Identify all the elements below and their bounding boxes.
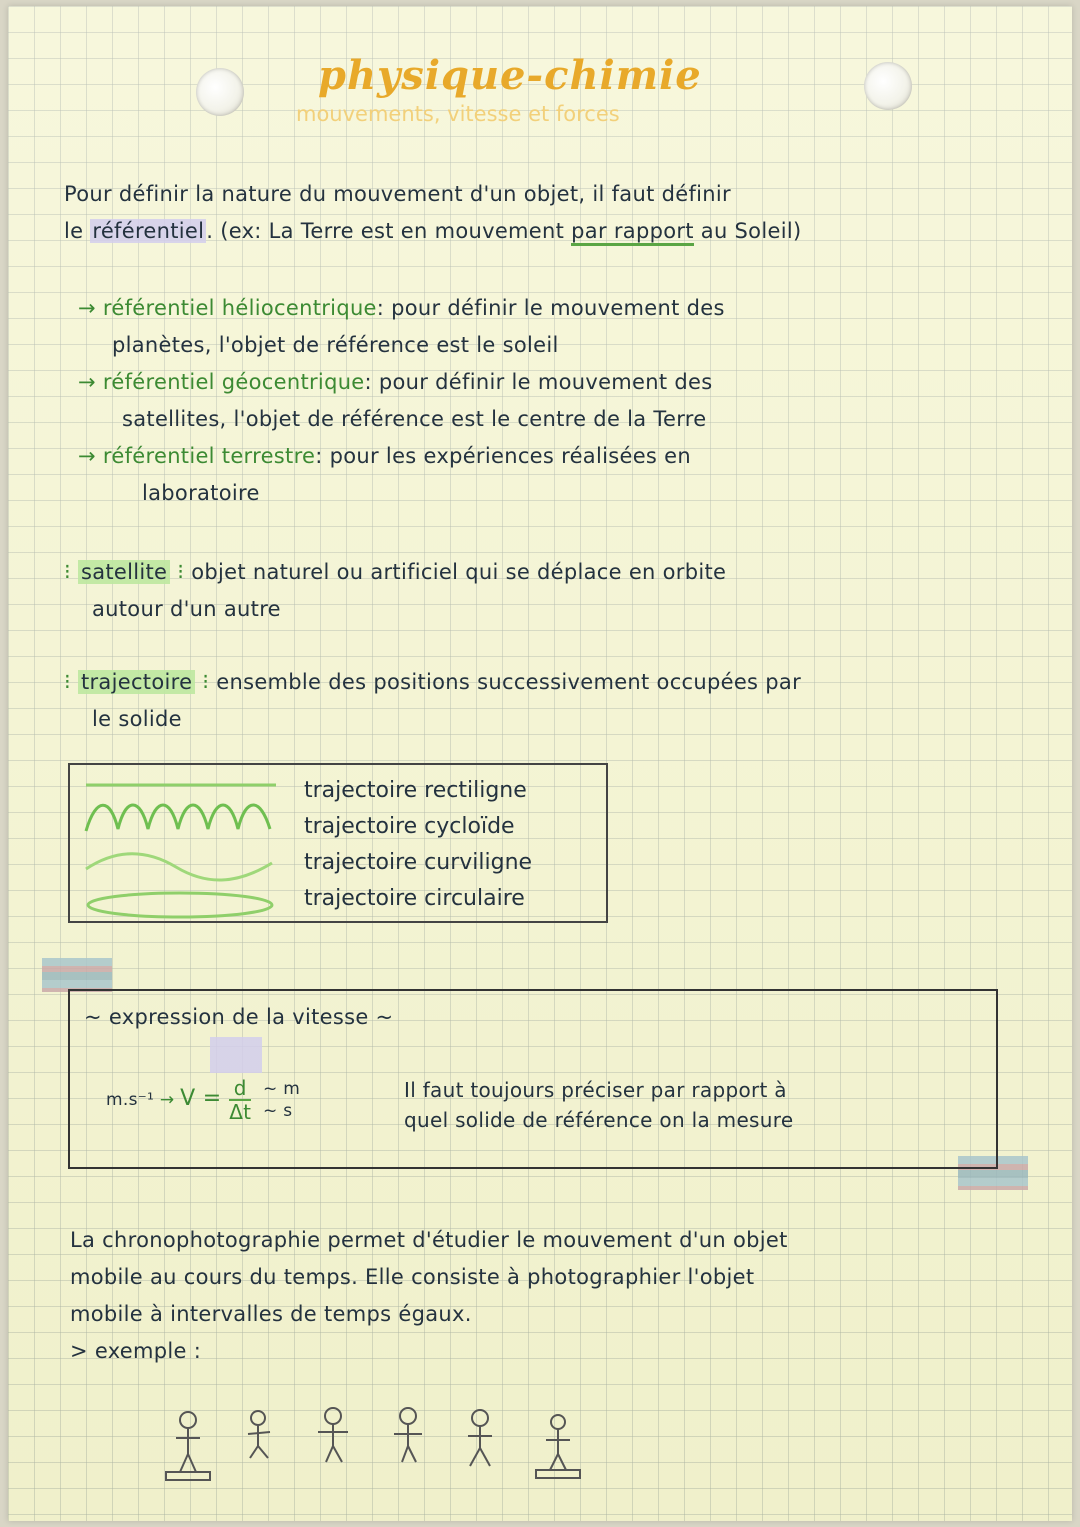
unit-s: ~ s <box>263 1101 293 1121</box>
trajectory-box <box>68 763 608 923</box>
term-satellite: satellite <box>78 560 170 584</box>
punch-hole-left <box>196 68 244 116</box>
page-title: physique-chimie <box>318 52 702 99</box>
stick-figure <box>318 1408 348 1462</box>
chrono-line: mobile au cours du temps. Elle consiste à photographier l'objet <box>70 1265 755 1289</box>
intro-line-1: Pour définir la nature du mouvement d'un objet, il faut définir <box>64 182 731 206</box>
definition-trajectoire <box>64 664 1064 738</box>
washi-tape-left <box>42 958 112 992</box>
definition-satellite <box>64 554 1064 628</box>
stick-figure <box>166 1412 210 1480</box>
referentiel-list <box>78 290 1058 512</box>
trajectory-label: trajectoire rectiligne <box>304 778 527 803</box>
chrono-line: La chronophotographie permet d'étudier le mouvement d'un objet <box>70 1228 788 1252</box>
notebook-page <box>8 6 1072 1521</box>
referentiel-item <box>78 290 1058 364</box>
referentiel-term: référentiel héliocentrique <box>102 296 377 320</box>
intro-text: le <box>64 219 91 243</box>
stick-figure <box>394 1408 422 1462</box>
definition-text-cont: le solide <box>92 707 182 731</box>
chrono-paragraph <box>70 1222 1060 1370</box>
term-referentiel: référentiel <box>92 219 205 243</box>
trajectory-label: trajectoire curviligne <box>304 850 533 875</box>
trajectory-labels <box>304 773 532 917</box>
intro-line-2 <box>64 213 1064 250</box>
intro-paragraph <box>64 176 1064 250</box>
chrono-line: mobile à intervalles de temps égaux. <box>70 1302 472 1326</box>
referentiel-term: référentiel géocentrique <box>102 370 365 394</box>
formula-units <box>263 1078 300 1122</box>
formula-fraction <box>229 1077 251 1123</box>
definition-text: ensemble des positions successivement occupées par <box>216 670 802 694</box>
stick-figure <box>248 1411 270 1458</box>
chronophotography-figures <box>158 1406 638 1496</box>
bullet-icon: ⁝ <box>64 560 78 584</box>
formula-denominator: Δt <box>229 1100 252 1124</box>
unit-m: ~ m <box>263 1079 301 1099</box>
formula-numerator: d <box>229 1077 251 1101</box>
formula-v: V = <box>180 1086 222 1111</box>
cycloid-sketch <box>86 805 270 831</box>
arrow-icon: → <box>78 370 96 394</box>
referentiel-desc: : pour les expériences réalisées en <box>315 444 691 468</box>
unit-m-text: m <box>283 1079 301 1099</box>
referentiel-desc: : pour définir le mouvement des <box>364 370 713 394</box>
bullet-icon: ⁝ <box>195 670 217 694</box>
highlight-mark <box>210 1037 262 1073</box>
punch-hole-right <box>864 62 912 110</box>
unit-speed: m.s⁻¹ <box>106 1090 155 1110</box>
bullet-icon: ⁝ <box>64 670 78 694</box>
arrow-icon: → <box>159 1090 175 1110</box>
referentiel-desc-cont: planètes, l'objet de référence est le soleil <box>112 333 559 357</box>
underlined-par-rapport: par rapport <box>571 219 694 246</box>
stick-figure <box>468 1410 492 1466</box>
referentiel-desc-cont: laboratoire <box>142 481 260 505</box>
chrono-example-label: > exemple : <box>70 1339 202 1363</box>
curvilinear-sketch <box>86 854 272 880</box>
referentiel-item <box>78 364 1058 438</box>
definition-text-cont: autour d'un autre <box>92 597 281 621</box>
speed-note-line: Il faut toujours préciser par rapport à <box>404 1078 787 1102</box>
intro-text: . (ex: La Terre est en mouvement <box>206 219 572 243</box>
referentiel-desc-cont: satellites, l'objet de référence est le centre de la Terre <box>122 407 707 431</box>
stick-figure <box>536 1415 580 1478</box>
term-trajectoire: trajectoire <box>78 670 195 694</box>
intro-text: au Soleil) <box>693 219 802 243</box>
arrow-icon: → <box>78 296 96 320</box>
speed-heading: ~ expression de la vitesse ~ <box>84 1005 394 1029</box>
page-subtitle: mouvements, vitesse et forces <box>296 102 620 126</box>
definition-text: objet naturel ou artificiel qui se déplace en orbite <box>191 560 727 584</box>
trajectory-label: trajectoire circulaire <box>304 886 525 911</box>
referentiel-term: référentiel terrestre <box>102 444 316 468</box>
unit-s-text: s <box>283 1101 293 1121</box>
referentiel-desc: : pour définir le mouvement des <box>376 296 725 320</box>
trajectory-label: trajectoire cycloïde <box>304 814 515 839</box>
trajectory-sketches <box>76 767 296 923</box>
circular-sketch <box>88 893 272 917</box>
speed-note-line: quel solide de référence on la mesure <box>404 1108 794 1132</box>
arrow-icon: → <box>78 444 96 468</box>
referentiel-item <box>78 438 1058 512</box>
speed-note <box>404 1075 793 1135</box>
speed-box <box>68 989 998 1169</box>
formula <box>106 1077 300 1123</box>
bullet-icon: ⁝ <box>170 560 192 584</box>
